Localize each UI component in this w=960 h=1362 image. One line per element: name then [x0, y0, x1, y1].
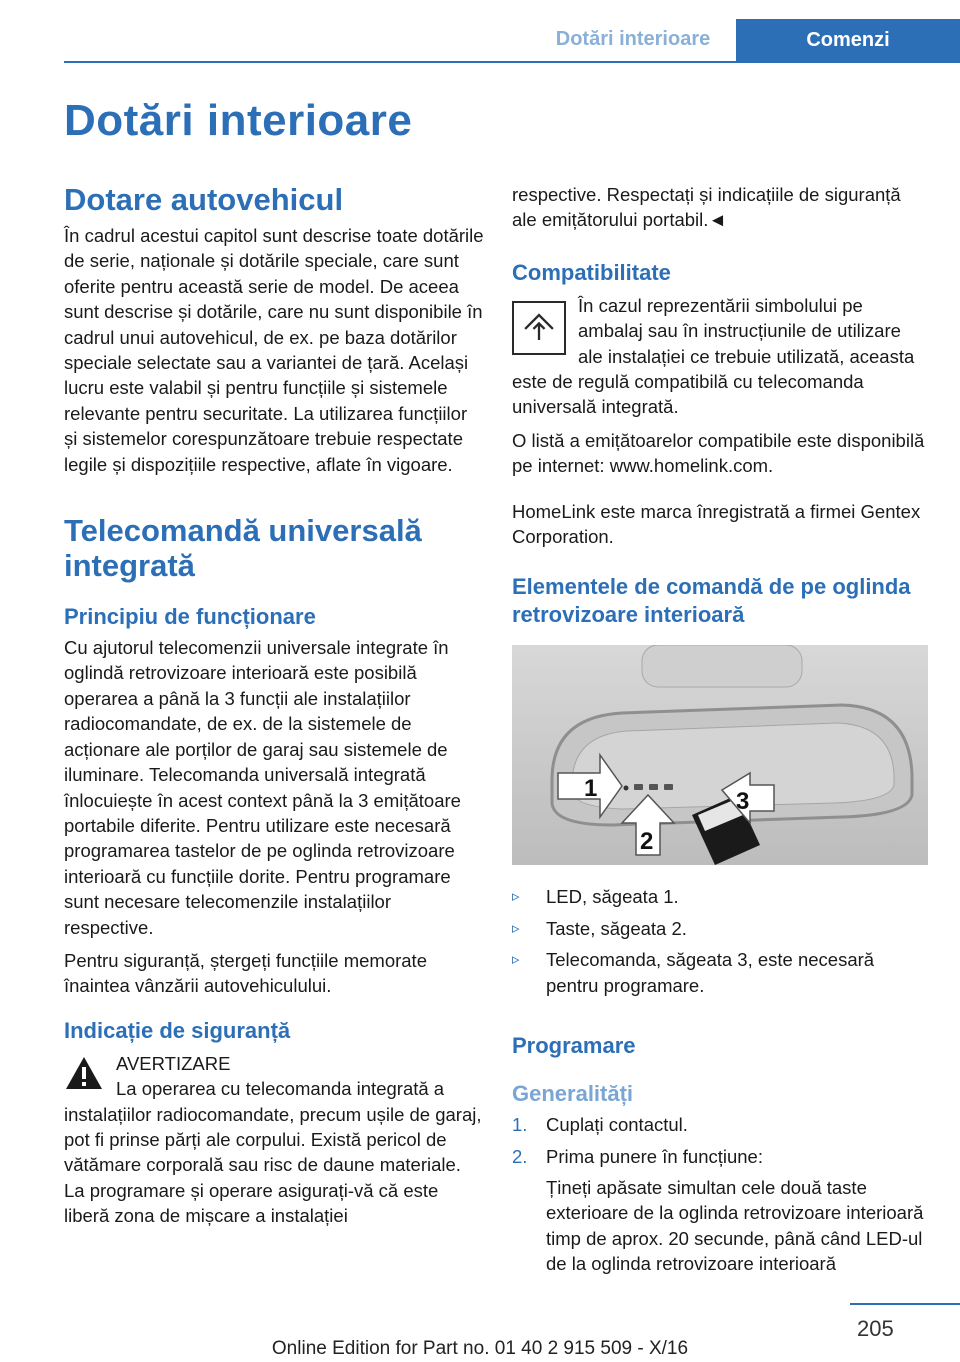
compat-block: [512, 293, 930, 420]
heading-compatibilitate: Compatibilitate: [512, 259, 671, 285]
warning-label: AVERTIZARE: [116, 1052, 231, 1074]
warning-text: La operarea cu telecomanda integrată a instalațiilor radiocomandate, precum ușile de garaj, pot fi prinse părți ale corpului. Există pericol de vătămare corporală sau risc de daune materiale. La programare și operare asigurați-vă că este liberă zona de mișcare a instalației: [64, 1078, 482, 1227]
bullet-marker: ▹: [512, 951, 520, 969]
bullet-marker: ▹: [512, 919, 520, 937]
right-column: [512, 182, 930, 1277]
header-section-title: Dotări interioare: [555, 28, 711, 50]
list-item-text: Taste, săgeata 2.: [546, 917, 687, 939]
paragraph-siguranta: Pentru siguranță, ștergeți funcțiile memorate înaintea vânzării autovehiculului.: [64, 949, 427, 997]
heading-telecomanda: Telecomandă universală integrată: [64, 513, 422, 584]
arrow-label-3: 3: [736, 788, 750, 816]
arrow-label-1: 1: [584, 775, 598, 803]
list-item-text: Telecomanda, săgeata 3, este necesară pentru programare.: [546, 949, 875, 996]
footer-rule: [850, 1303, 960, 1305]
step-text: Cuplați contactul.: [546, 1114, 688, 1136]
page-header: [0, 0, 960, 62]
paragraph-homelink: HomeLink este marca înregistrată a firmei Gentex Corporation.: [512, 500, 921, 548]
list-item: [512, 947, 930, 998]
mirror-illustration: [512, 645, 928, 865]
page-number: 205: [857, 1316, 894, 1341]
heading-programare: Programare: [512, 1033, 636, 1059]
header-rule: [64, 61, 960, 63]
list-item: [512, 884, 930, 909]
warning-block: [64, 1051, 484, 1229]
heading-generalitati: Generalități: [512, 1081, 634, 1107]
left-column: [64, 182, 484, 1229]
list-item-text: LED, săgeata 1.: [546, 886, 679, 908]
step-item: [512, 1112, 930, 1137]
steps-list: [512, 1112, 930, 1276]
paragraph-lista: O listă a emițătoarelor compatibile este disponibilă pe internet: www.homelink.com.: [512, 429, 925, 477]
arrow-label-2: 2: [640, 828, 654, 856]
paragraph-principiu: Cu ajutorul telecomenzii universale integrate în oglindă retrovizoare interioară este posibilă operarea a până la 3 funcții ale instalațiilor radiocomandate, de ex. de la sistemele de acționare ale porților de garaj sau sistemele de iluminare. Telecomanda universală integrată înlocuiește în acest context până la 3 emițătoare portabile diferite. Pentru utilizare este necesară programarea tastelor de pe oglinda retrovizoare interioară cu funcțiile dorite. Pentru programare sunt necesare telecomenzile instalațiilor respective.: [64, 637, 461, 938]
list-item: [512, 916, 930, 941]
home-compatibility-icon: [512, 301, 566, 355]
step-number: 2.: [512, 1145, 528, 1167]
step-item: [512, 1144, 930, 1277]
page-title: Dotări interioare: [64, 96, 413, 145]
step-detail: Țineți apăsate simultan cele două taste exterioare de la oglinda retrovizoare interioară timp de aprox. 20 secunde, până când LED-ul de la oglinda retrovizoare interioară: [546, 1176, 924, 1275]
paragraph-continuation: respective. Respectați și indicațiile de siguranță ale emițătorului portabil.◄: [512, 184, 901, 231]
edition-note: Online Edition for Part no. 01 40 2 915 509 - X/16: [271, 1338, 689, 1359]
bullet-marker: ▹: [512, 888, 520, 906]
step-text: Prima punere în funcțiune:: [546, 1145, 763, 1167]
heading-dotare: Dotare autovehicul: [64, 182, 344, 217]
paragraph-dotare: În cadrul acestui capitol sunt descrise toate dotările de serie, naționale și dotările speciale, care sunt oferite pentru această serie de model. De aceea sunt descrise și dotările, care nu sunt disponibile în cadrul unui autovehicul, de ex. pe baza dotărilor speciale selectate sau a variantei de țară. Același lucru este valabil și pentru funcțiile și sistemele relevante pentru securitate. La utilizarea funcțiilor și sistemelor corespunzătoare trebuie respectate legile și dispozițiile respective, aflate în vigoare.: [64, 225, 484, 475]
paragraph-compatibilitate: În cazul reprezentării simbolului pe ambalaj sau în instrucțiunile de utilizare ale instalației ce trebuie utilizată, aceasta este de regulă compatibilă cu telecomanda universală integrată.: [512, 294, 915, 418]
step-number: 1.: [512, 1114, 528, 1136]
header-tab: Comenzi: [736, 19, 960, 62]
heading-indicatie: Indicație de siguranță: [64, 1017, 291, 1043]
heading-principiu: Principiu de funcționare: [64, 604, 316, 630]
bullet-list: [512, 884, 930, 998]
warning-triangle-icon: [64, 1055, 104, 1091]
heading-elemente: Elementele de comandă de pe oglinda retrovizoare interioară: [512, 574, 911, 628]
